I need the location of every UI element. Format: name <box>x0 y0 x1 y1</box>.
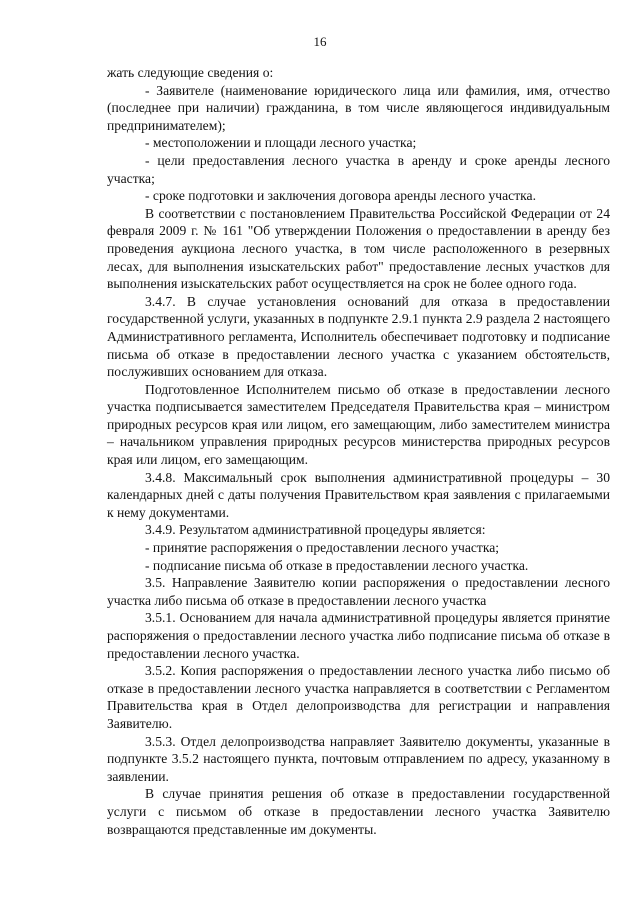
paragraph: 3.5.1. Основанием для начала административной процедуры является принятие распоряжения о предоставлении лесного участка либо подписание письма об отказе в предоставлении лесного участка. <box>107 610 610 661</box>
paragraph: - Заявителе (наименование юридического лица или фамилия, имя, отчество (последнее при наличии) гражданина, в том числе являющегося индивидуальным предпринимателем); <box>107 82 610 133</box>
section-heading: 3.5. Направление Заявителю копии распоряжения о предоставлении лесного участка либо письма об отказе в предоставлении лесного участка <box>107 575 610 608</box>
paragraph: В случае принятия решения об отказе в предоставлении государственной услуги с письмом об отказе в предоставлении лесного участка Заявителю возвращаются представленные им документы. <box>107 786 610 837</box>
document-body <box>107 64 610 838</box>
paragraph: 3.4.7. В случае установления оснований для отказа в предоставлении государственной услуги, указанных в подпункте 2.9.1 пункта 2.9 раздела 2 настоящего Административного регламента, Исполнитель обеспечивает подготовку и подписание письма об отказе в предоставлении лесного участка с указанием обстоятельств, послуживших основанием для отказа. <box>107 293 610 380</box>
paragraph: Подготовленное Исполнителем письмо об отказе в предоставлении лесного участка подписывается заместителем Председателя Правительства края – министром природных ресурсов края или лицом, его замещающим, либо заместителем министра – начальником управления природных ресурсов министерства природных ресурсов края или лицом, его замещающим. <box>107 381 610 468</box>
paragraph: 3.5.3. Отдел делопроизводства направляет Заявителю документы, указанные в подпункте 3.5.2 настоящего пункта, почтовым отправлением по адресу, указанному в заявлении. <box>107 733 610 784</box>
paragraph: - принятие распоряжения о предоставлении лесного участка; <box>145 540 500 556</box>
paragraph: - подписание письма об отказе в предоставлении лесного участка. <box>145 557 529 573</box>
page-number: 16 <box>313 34 327 49</box>
paragraph: - местоположении и площади лесного участка; <box>145 135 417 151</box>
paragraph: - сроке подготовки и заключения договора аренды лесного участка. <box>145 188 536 204</box>
paragraph: 3.4.9. Результатом административной процедуры является: <box>145 522 486 538</box>
paragraph: жать следующие сведения о: <box>107 65 274 80</box>
paragraph: В соответствии с постановлением Правительства Российской Федерации от 24 февраля 2009 г. № 161 "Об утверждении Положения о предоставлении в аренду без проведения аукциона лесного участка, в том числе расположенного в резервных лесах, для выполнения изыскательских работ" предоставление лесных участков для выполнения изыскательских работ осуществляется на срок не более одного года. <box>107 205 610 292</box>
paragraph: 3.4.8. Максимальный срок выполнения административной процедуры – 30 календарных дней с даты получения Правительством края заявления с прилагаемыми к нему документами. <box>107 469 610 520</box>
paragraph: - цели предоставления лесного участка в аренду и сроке аренды лесного участка; <box>107 152 610 186</box>
paragraph: 3.5.2. Копия распоряжения о предоставлении лесного участка либо письмо об отказе в предоставлении лесного участка направляется в соответствии с Регламентом Правительства края в Отдел делопроизводства для регистрации и направления Заявителю. <box>107 663 610 731</box>
